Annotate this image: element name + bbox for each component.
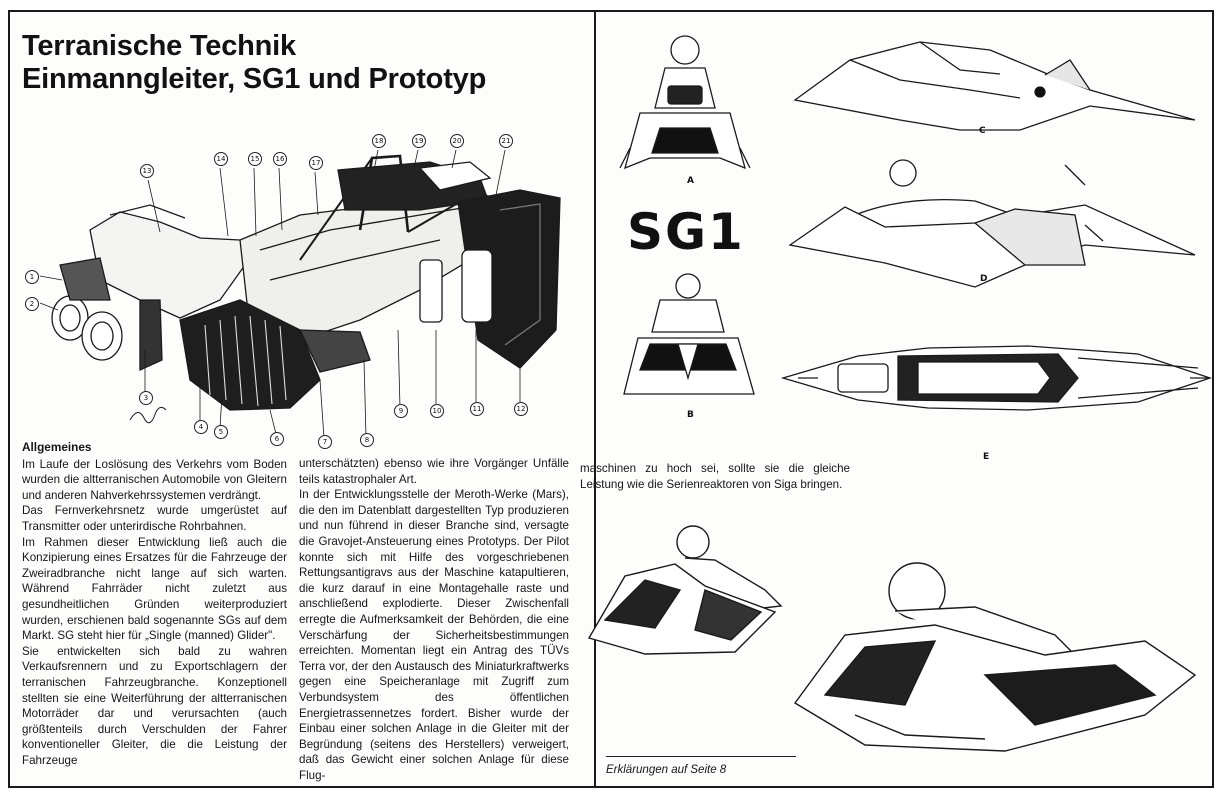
callout-6: 6 [270,432,284,446]
figure-b-rear-view [620,270,760,410]
callout-16: 16 [273,152,287,166]
article-paragraph: In der Entwicklungsstelle der Meroth-Werke (Mars), die den im Datenblatt dargestellten Typ produzieren und nun führend in dieser Branche sind, versagte die Gravojet-Ansteuerung eines Prototyps. Der Pilot konnte sich mit Hilfe des vorgeschriebenen Rettungsantigravs aus der Maschine katapultieren, die kurz darauf in eine Montagehalle raste und anschließend explodierte. Dieser Zwischenfall erregte die Aufmerksamkeit der Behörden, die eine Verschärfung der Sicherheitsbestimmungen erreichten. Momentan liegt ein Antrag des TÜVs Terra vor, der den Austausch des Miniaturkraftwerks gegen eine Speicheranlage mit Zugriff zum Verbundsystem des öffentlichen Energietrassennetzes fordert. Bisher wurde der Einbau einer solchen Anlage in die Gleiter mit der Begründung (seitens des Herstellers) verweigert, daß das Gewicht einer solchen Anlage für diese Flug- [299,488,569,782]
callout-15: 15 [248,152,262,166]
figure-c-side-view [790,20,1210,150]
article-paragraph: maschinen zu hoch sei, sollte sie die gleiche Leistung wie die Serienreaktoren von Siga bringen. [580,462,850,491]
article-paragraph: Im Rahmen dieser Entwicklung ließ auch die Konzipierung eines Ersatzes für die Fahrzeuge der Zweiradbranche nicht lange auf sich warten. Während Fahrräder nicht zuletzt aus gesundheitlichen Gründen weiterproduziert wurden, erschienen bald sogenannte SGs auf dem Markt. SG steht hier für „Single (manned) Glider". [22,535,287,643]
title-line-2: Einmanngleiter, SG1 und Prototyp [22,63,487,95]
callout-5: 5 [214,425,228,439]
figure-label-b: B [687,410,694,420]
callout-13: 13 [140,164,154,178]
callout-21: 21 [499,134,513,148]
figure-d-pilot-side-view [785,145,1205,295]
cutaway-illustration [0,0,600,450]
figure-label-a: A [687,176,694,186]
callout-12: 12 [514,402,528,416]
sg1-logo: SG1 [627,203,745,261]
article-paragraph: Im Laufe der Loslösung des Verkehrs vom Boden wurden die altterranischen Automobile von Gleitern und anderen Nahverkehrssystemen verdrängt. [22,457,287,502]
figure-e-top-view [778,318,1218,448]
footnote-rule [606,756,796,757]
callout-4: 4 [194,420,208,434]
figure-label-d: D [980,274,988,284]
callout-9: 9 [394,404,408,418]
article-paragraph: unterschätzten) ebenso wie ihre Vorgänger Unfälle teils katastrophaler Art. [299,457,569,486]
callout-2: 2 [25,297,39,311]
callout-17: 17 [309,156,323,170]
callout-11: 11 [470,402,484,416]
rider-illustration-small [585,520,795,670]
callout-14: 14 [214,152,228,166]
article-heading: Allgemeines [22,440,92,454]
article-paragraph: Sie entwickelten sich bald zu wahren Verkaufsrennern und zu Exportschlagern der terranischen Fahrzeugbranche. Konzeptionell stellten sie eine Weiterführung der altterranischen Motorräder dar und verursachten (auch größtenteils durch Verschulden der Fahrer konventioneller Gleiter, die die Leistung der Fahrzeuge [22,644,287,767]
figure-label-c: C [979,126,986,136]
callout-3: 3 [139,391,153,405]
footnote-text: Erklärungen auf Seite 8 [606,764,727,776]
title-line-1: Terranische Technik [22,30,296,62]
callout-20: 20 [450,134,464,148]
article-column-1 [22,440,287,768]
article-paragraph: Das Fernverkehrsnetz wurde umgerüstet auf Transmitter oder unterirdische Rohrbahnen. [22,504,287,533]
figure-a-front-view [620,28,750,198]
figure-label-e: E [983,452,990,462]
article-column-3 [580,461,850,492]
callout-1: 1 [25,270,39,284]
rider-illustration-large [785,555,1205,765]
callout-10: 10 [430,404,444,418]
callout-18: 18 [372,134,386,148]
callout-7: 7 [318,435,332,449]
callout-19: 19 [412,134,426,148]
callout-8: 8 [360,433,374,447]
article-column-2 [299,456,569,783]
